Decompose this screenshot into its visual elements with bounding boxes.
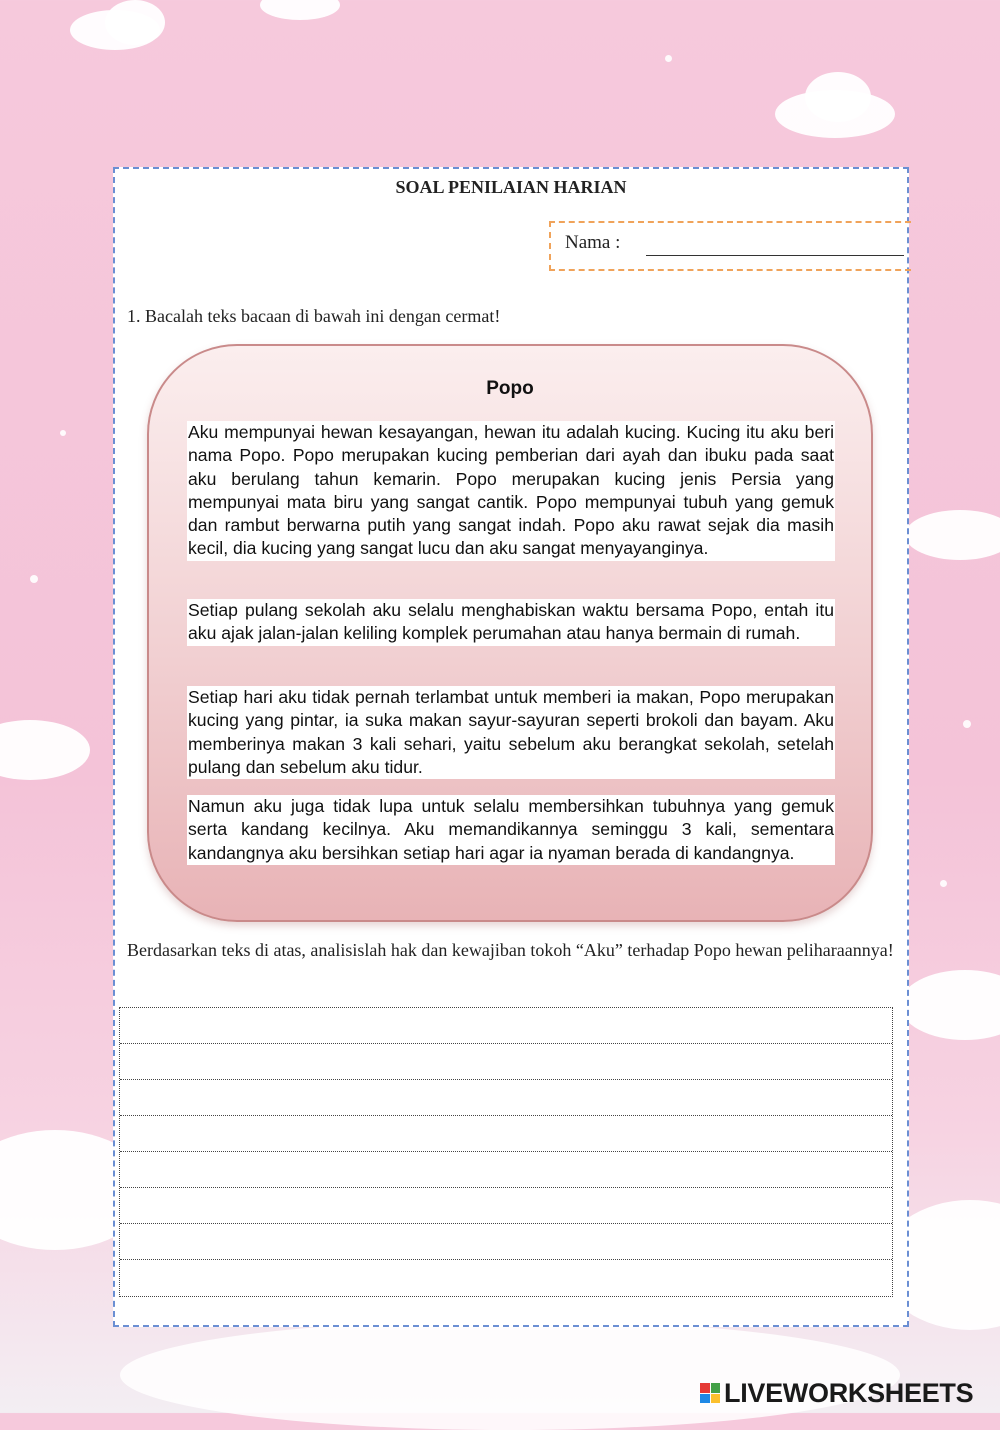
cloud-decoration: [905, 510, 1000, 560]
story-paragraph: Namun aku juga tidak lupa untuk selalu membersihkan tubuhnya yang gemuk serta kandang kecilnya. Aku memandikannya seminggu 3 kali, sementara kandangnya aku bersihkan setiap hari agar ia nyaman berada di kandangnya.: [187, 795, 835, 865]
worksheet-title: SOAL PENILAIAN HARIAN: [395, 177, 627, 197]
instruction-text: 1. Bacalah teks bacaan di bawah ini dengan cermat!: [127, 306, 501, 326]
cloud-decoration: [900, 970, 1000, 1040]
logo-square: [711, 1394, 721, 1404]
story-card: [147, 344, 873, 922]
logo-square: [700, 1394, 710, 1404]
liveworksheets-logo: [700, 1378, 973, 1408]
logo-icon: [700, 1383, 720, 1403]
cloud-decoration: [120, 1320, 900, 1430]
star-decoration: [30, 575, 38, 583]
story-paragraph: Setiap hari aku tidak pernah terlambat untuk memberi ia makan, Popo merupakan kucing yang pintar, ia suka makan sayur-sayuran seperti brokoli dan bayam. Aku memberinya makan 3 kali sehari, yaitu sebelum aku berangkat sekolah, setelah pulang dan sebelum aku tidur.: [187, 686, 835, 779]
cloud-decoration: [260, 0, 340, 20]
star-decoration: [963, 720, 971, 728]
worksheet-page: [113, 167, 909, 1327]
cloud-decoration: [105, 0, 165, 45]
answer-line[interactable]: [120, 1080, 892, 1116]
answer-line[interactable]: [120, 1008, 892, 1044]
name-box: [549, 221, 911, 271]
logo-square: [700, 1383, 710, 1393]
answer-line[interactable]: [120, 1116, 892, 1152]
brand-name: LIVEWORKSHEETS: [724, 1377, 974, 1408]
answer-line[interactable]: [120, 1152, 892, 1188]
answer-area[interactable]: [119, 1007, 893, 1297]
answer-line[interactable]: [120, 1260, 892, 1296]
story-paragraph: Aku mempunyai hewan kesayangan, hewan itu adalah kucing. Kucing itu aku beri nama Popo. Popo merupakan kucing pemberian dari ayah dan ibuku pada saat aku berulang tahun kemarin. Popo merupakan kucing jenis Persia yang mempunyai mata biru yang sangat cantik. Popo mempunyai tubuh yang gemuk dan rambut berwarna putih yang sangat indah. Popo aku rawat sejak dia masih kecil, dia kucing yang sangat lucu dan aku sangat menyayanginya.: [187, 421, 835, 561]
cloud-decoration: [805, 72, 871, 122]
answer-line[interactable]: [120, 1224, 892, 1260]
answer-line[interactable]: [120, 1044, 892, 1080]
cloud-decoration: [0, 720, 90, 780]
name-label: Nama :: [565, 232, 621, 253]
star-decoration: [665, 55, 672, 62]
name-input-line[interactable]: [646, 255, 904, 256]
story-title: Popo: [486, 378, 534, 399]
star-decoration: [60, 430, 66, 436]
story-paragraph: Setiap pulang sekolah aku selalu menghabiskan waktu bersama Popo, entah itu aku ajak jalan-jalan keliling komplek perumahan atau hanya bermain di rumah.: [187, 599, 835, 646]
question-text: Berdasarkan teks di atas, analisislah hak dan kewajiban tokoh “Aku” terhadap Popo hewan peliharaannya!: [127, 940, 894, 960]
answer-line[interactable]: [120, 1188, 892, 1224]
logo-square: [711, 1383, 721, 1393]
star-decoration: [940, 880, 947, 887]
